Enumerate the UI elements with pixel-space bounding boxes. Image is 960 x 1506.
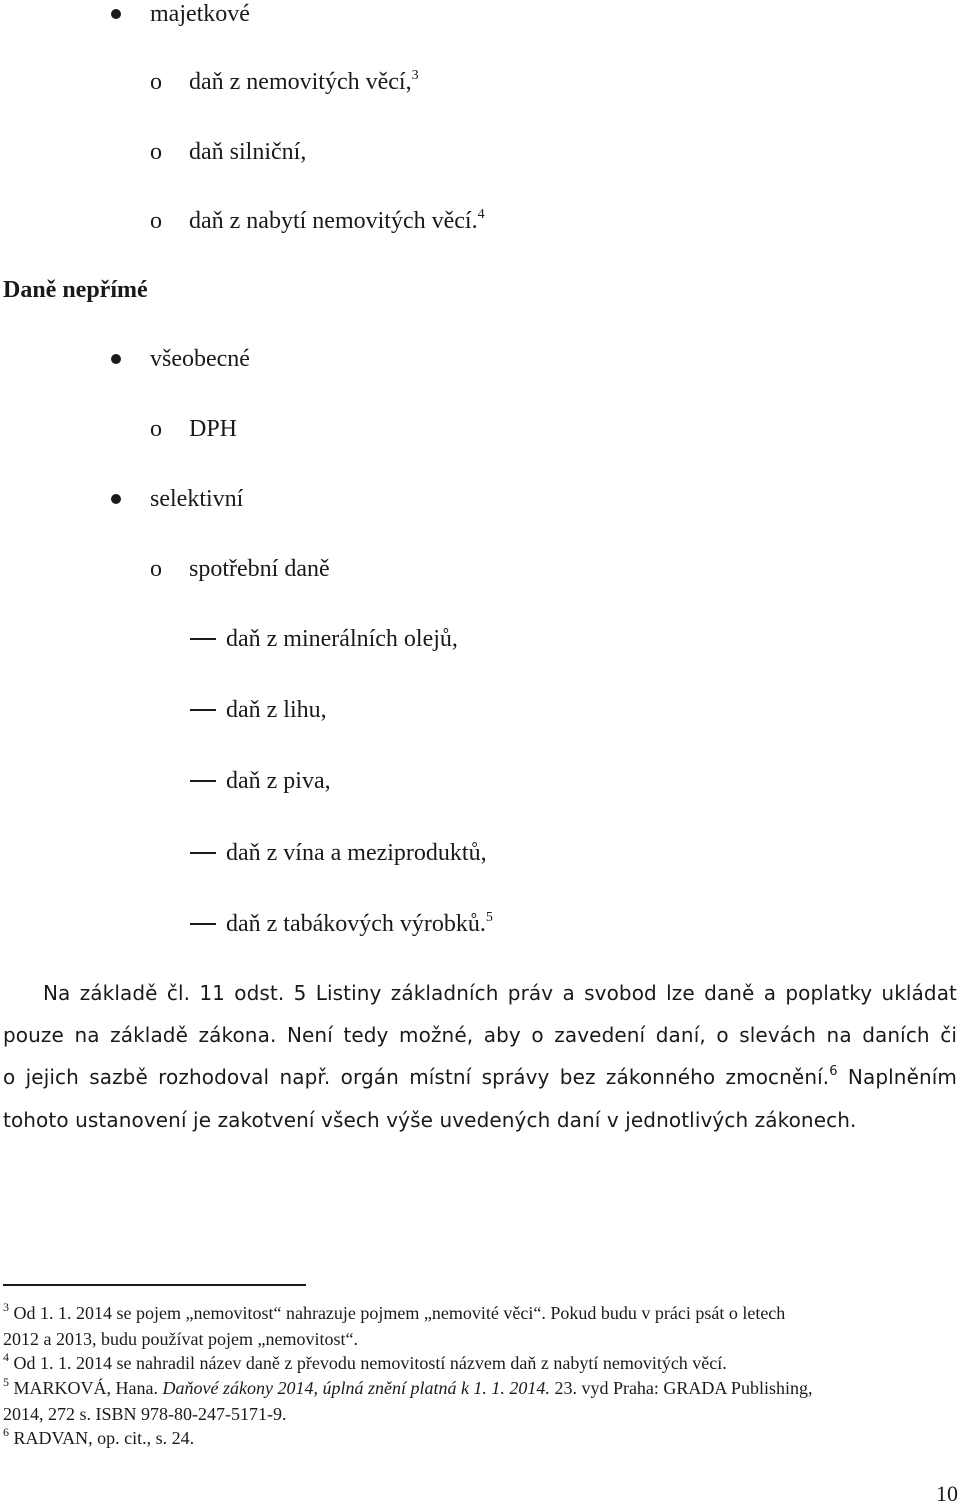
footnote-ref-3: 3	[411, 68, 419, 83]
list-item-dan-z-nabyti: daň z nabytí nemovitých věcí.$^4$	[189, 207, 485, 234]
list-item-dph: DPH	[189, 416, 238, 442]
list-item-selektivni: selektivní	[150, 486, 244, 512]
dash-icon	[190, 638, 216, 640]
dash-icon	[190, 923, 216, 925]
footnote-5-line-2: 2014, 272 s. ISBN 978-80-247-5171-9.	[3, 1404, 287, 1424]
bullet-icon	[111, 354, 121, 364]
footnote-4: $^4$ Od 1. 1. 2014 se nahradil název daně z převodu nemovitostí názvem daň z nabytí nemovitých věcí.	[3, 1350, 727, 1373]
footnote-6: $^6$ RADVAN, op. cit., s. 24.	[3, 1425, 195, 1448]
footnote-ref-4: 4	[477, 207, 485, 222]
section-heading: Daně nepřímé	[3, 277, 148, 303]
dash-icon	[190, 709, 216, 711]
footnote-3-line-1: $^3$ Od 1. 1. 2014 se pojem „nemovitost“ nahrazuje pojmem „nemovité věci“. Pokud budu v práci psát o letech	[3, 1300, 786, 1323]
list-item-spotrebni-dane: spotřební daně	[189, 556, 330, 582]
dash-icon	[190, 780, 216, 782]
list-item-majetkove: majetkové	[150, 1, 250, 27]
footnote-ref-5: 5	[485, 910, 493, 925]
dash-icon	[190, 852, 216, 854]
sub-marker: o	[150, 69, 162, 95]
footnote-ref-6: 6	[829, 1064, 838, 1079]
paragraph-line-1: Na základě čl. 11 odst. 5 Listiny základních práv a svobod lze daně a poplatky ukládat	[43, 981, 957, 1005]
paragraph-line-4: tohoto ustanovení je zakotvení všech výše uvedených daní v jednotlivých zákonech.	[3, 1108, 857, 1132]
list-item-vseobecne: všeobecné	[150, 346, 250, 372]
sub-marker: o	[150, 208, 162, 234]
paragraph-line-2: pouze na základě zákona. Není tedy možné, aby o zavedení daní, o slevách na daních či	[3, 1023, 957, 1047]
list-item-dan-z-nemovitych-veci: daň z nemovitých věcí,$^3$	[189, 68, 419, 95]
sub-marker: o	[150, 556, 162, 582]
footnote-5-line-1: $^5$ MARKOVÁ, Hana. Daňové zákony 2014, úplná znění platná k 1. 1. 2014. 23. vyd Praha: GRADA Publishing,	[3, 1375, 813, 1398]
footnote-3-line-2: 2012 a 2013, budu používat pojem „nemovitost“.	[3, 1329, 358, 1349]
paragraph-line-3: o jejich sazbě rozhodoval např. orgán místní správy bez zákonného zmocnění.$^6$ Naplněním	[3, 1064, 957, 1089]
list-item-vino: daň z vína a meziproduktů,	[226, 840, 487, 866]
sub-marker: o	[150, 416, 162, 442]
page-number: 10	[936, 1481, 958, 1506]
list-item-dan-silnicni: daň silniční,	[189, 139, 307, 165]
list-item-tabak: daň z tabákových výrobků.$^5$	[226, 910, 493, 937]
footnote-separator	[3, 1284, 306, 1286]
list-item-pivo: daň z piva,	[226, 768, 331, 794]
list-item-lih: daň z lihu,	[226, 697, 327, 723]
list-item-mineralni-oleje: daň z minerálních olejů,	[226, 626, 458, 652]
bullet-icon	[111, 494, 121, 504]
bullet-icon	[111, 9, 121, 19]
sub-marker: o	[150, 139, 162, 165]
